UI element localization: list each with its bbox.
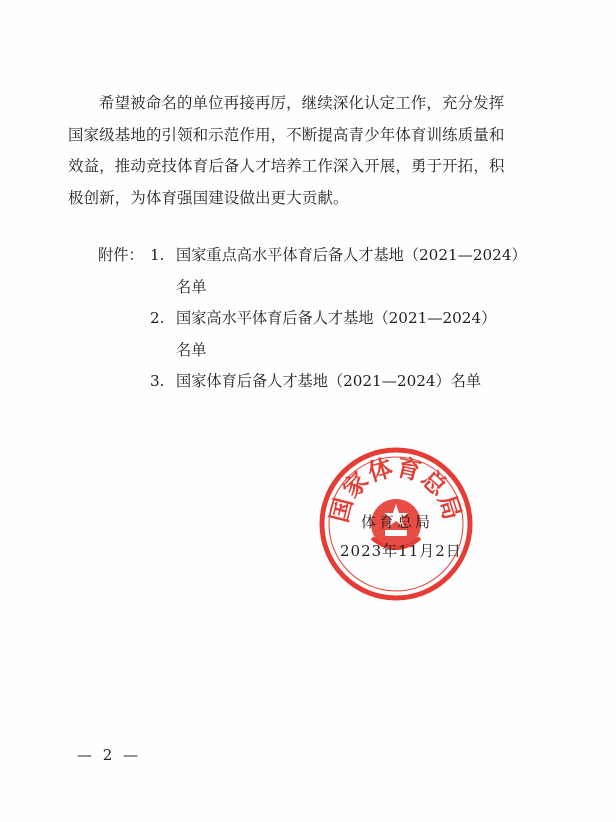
attachment-number: 1.	[150, 246, 165, 264]
attachment-title: 国家体育后备人才基地（2021—2024）名单	[176, 372, 482, 390]
attachment-title: 名单	[176, 277, 207, 296]
paragraph-line: 国家级基地的引领和示范作用，不断提高青少年体育训练质量和	[68, 125, 505, 144]
attachment-number: 2.	[150, 309, 165, 327]
attachment-list	[98, 240, 558, 398]
attachment-item	[98, 303, 558, 335]
paragraph-line: 效益，推动竞技体育后备人才培养工作深入开展，勇于开拓，积	[68, 157, 505, 175]
issuer-name: 体育总局	[361, 513, 434, 531]
attachment-item-continuation	[98, 272, 558, 304]
page-number: — 2 —	[77, 746, 142, 764]
attachment-item	[98, 366, 558, 398]
body-paragraph	[68, 88, 550, 214]
attachment-item	[98, 240, 558, 272]
attachment-label: 附件：	[98, 246, 144, 264]
attachment-title: 名单	[176, 340, 207, 359]
attachment-number: 3.	[150, 372, 165, 390]
attachment-item-continuation	[98, 335, 558, 367]
attachment-title: 国家重点高水平体育后备人才基地（2021—2024）	[176, 246, 527, 264]
paragraph-line: 极创新，为体育强国建设做出更大贡献。	[68, 188, 349, 207]
seal-text: 国家体育总局	[324, 452, 468, 526]
paragraph-line: 希望被命名的单位再接再厉，继续深化认定工作，充分发挥	[99, 94, 505, 112]
attachment-title: 国家高水平体育后备人才基地（2021—2024）	[176, 309, 497, 327]
issue-date: 2023年11月2日	[340, 542, 462, 560]
